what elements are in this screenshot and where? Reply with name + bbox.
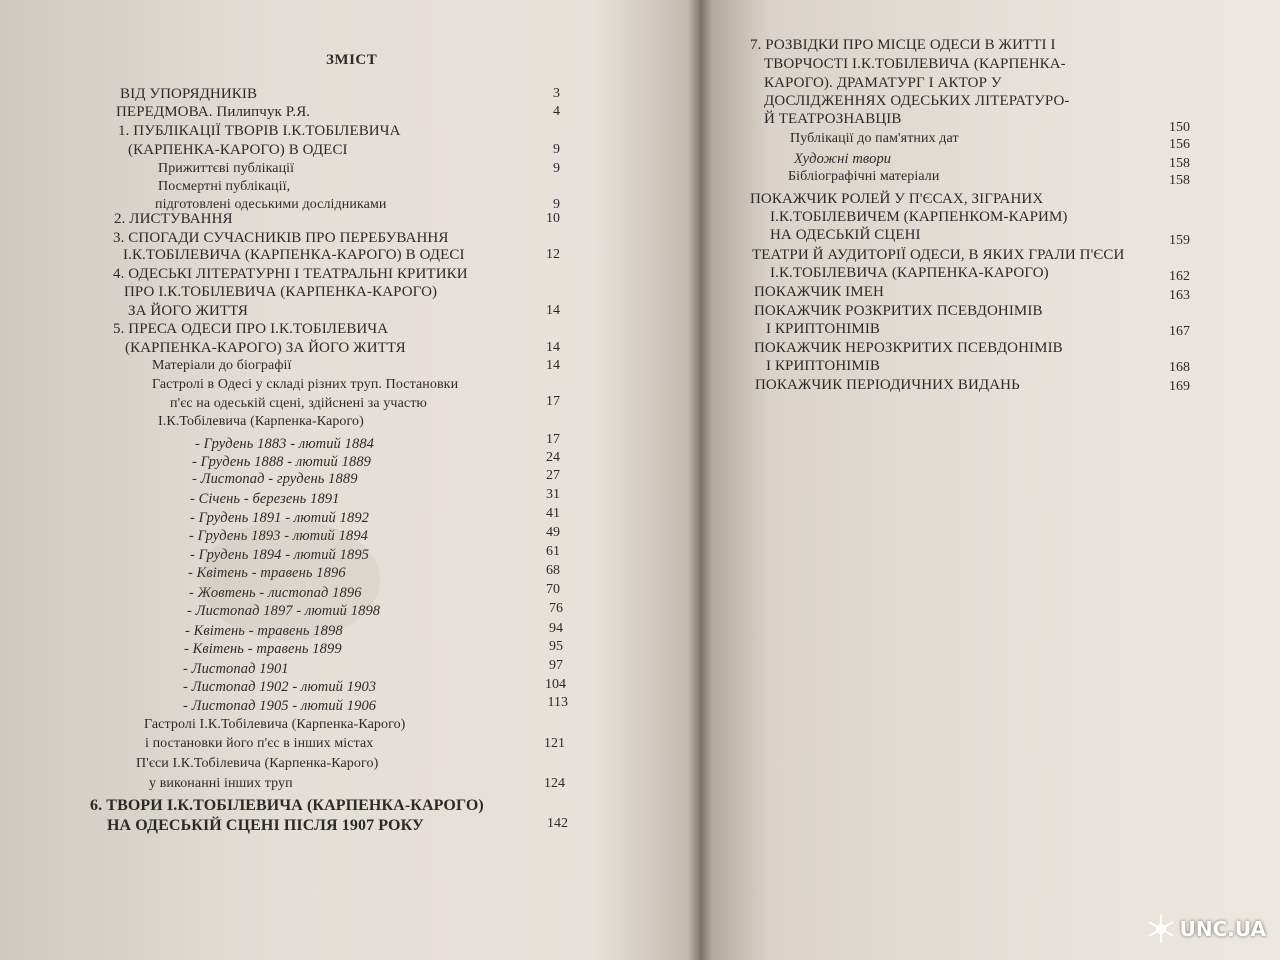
toc-entry: - Жовтень - листопад 1896 xyxy=(189,585,362,601)
watermark-text: UNC.UA xyxy=(1179,917,1266,941)
toc-entry: - Квітень - травень 1899 xyxy=(184,641,342,657)
toc-entry: ДОСЛІДЖЕННЯХ ОДЕСЬКИХ ЛІТЕРАТУРО- xyxy=(764,93,1070,109)
toc-entry: І КРИПТОНІМІВ xyxy=(766,321,881,337)
toc-page-number: 9 xyxy=(553,197,560,212)
toc-page-number: 97 xyxy=(549,658,563,673)
toc-entry: Гастролі І.К.Тобілевича (Карпенка-Карого) xyxy=(144,717,406,732)
toc-title: ЗМІСТ xyxy=(326,52,378,68)
toc-entry: ТВОРЧОСТІ І.К.ТОБІЛЕВИЧА (КАРПЕНКА- xyxy=(764,56,1066,72)
toc-entry: і постановки його п'єс в інших містах xyxy=(145,736,374,751)
toc-page-number: 167 xyxy=(1169,324,1190,339)
toc-entry: ЗА ЙОГО ЖИТТЯ xyxy=(128,303,248,319)
toc-page-number: 168 xyxy=(1169,360,1190,375)
toc-entry: - Грудень 1888 - лютий 1889 xyxy=(192,454,372,470)
toc-entry: ПОКАЖЧИК ІМЕН xyxy=(754,284,884,300)
toc-page-number: 14 xyxy=(546,358,560,373)
toc-entry: п'єс на одеській сцені, здійснені за участю xyxy=(170,396,427,411)
toc-page-number: 162 xyxy=(1169,269,1190,284)
toc-entry: - Грудень 1883 - лютий 1884 xyxy=(195,436,375,452)
toc-entry: Художні твори xyxy=(794,151,892,167)
toc-page-number: 113 xyxy=(547,695,568,710)
toc-entry: (КАРПЕНКА-КАРОГО) ЗА ЙОГО ЖИТТЯ xyxy=(125,340,406,356)
toc-page-number: 3 xyxy=(553,86,560,101)
toc-page-number: 158 xyxy=(1169,156,1190,171)
right-page xyxy=(700,0,1280,960)
watermark xyxy=(1146,914,1266,944)
toc-page-number: 76 xyxy=(549,601,563,616)
toc-entry: ПОКАЖЧИК ПЕРІОДИЧНИХ ВИДАНЬ xyxy=(755,377,1020,393)
toc-entry: НА ОДЕСЬКІЙ СЦЕНІ ПІСЛЯ 1907 РОКУ xyxy=(107,817,424,834)
toc-entry: ПОКАЖЧИК РОЛЕЙ У П'ЄСАХ, ЗІГРАНИХ xyxy=(750,191,1044,207)
toc-page-number: 41 xyxy=(546,506,560,521)
toc-entry: КАРОГО). ДРАМАТУРГ І АКТОР У xyxy=(764,75,1002,91)
toc-entry: - Квітень - травень 1896 xyxy=(188,565,346,581)
toc-page-number: 104 xyxy=(545,677,566,692)
toc-entry: - Січень - березень 1891 xyxy=(190,491,340,507)
toc-page-number: 156 xyxy=(1169,137,1190,152)
toc-page-number: 142 xyxy=(547,816,568,831)
toc-entry: - Листопад 1902 - лютий 1903 xyxy=(183,679,377,695)
toc-entry: - Квітень - травень 1898 xyxy=(185,623,343,639)
toc-entry: Посмертні публікації, xyxy=(158,179,291,194)
toc-entry: І.К.ТОБІЛЕВИЧА (КАРПЕНКА-КАРОГО) В ОДЕСІ xyxy=(123,247,465,263)
toc-entry: 4. ОДЕСЬКІ ЛІТЕРАТУРНІ І ТЕАТРАЛЬНІ КРИТИКИ xyxy=(113,266,468,282)
toc-page-number: 94 xyxy=(549,621,563,636)
toc-page-number: 121 xyxy=(544,736,565,751)
toc-page-number: 14 xyxy=(546,303,560,318)
snowflake-icon xyxy=(1146,914,1176,944)
toc-entry: ТЕАТРИ Й АУДИТОРІЇ ОДЕСИ, В ЯКИХ ГРАЛИ П'ЄСИ xyxy=(752,247,1125,263)
toc-entry: Прижиттєві публікації xyxy=(158,161,295,176)
toc-entry: - Листопад 1897 - лютий 1898 xyxy=(187,603,381,619)
toc-page-number: 158 xyxy=(1169,173,1190,188)
toc-entry: ПОКАЖЧИК РОЗКРИТИХ ПСЕВДОНІМІВ xyxy=(754,303,1043,319)
toc-page-number: 95 xyxy=(549,639,563,654)
toc-page-number: 169 xyxy=(1169,379,1190,394)
toc-page-number: 124 xyxy=(544,776,565,791)
toc-entry: ПОКАЖЧИК НЕРОЗКРИТИХ ПСЕВДОНІМІВ xyxy=(754,340,1063,356)
toc-entry: 2. ЛИСТУВАННЯ xyxy=(114,211,233,227)
toc-entry: - Листопад 1905 - лютий 1906 xyxy=(183,698,377,714)
book-gutter xyxy=(688,0,712,960)
toc-page-number: 17 xyxy=(546,432,560,447)
toc-entry: П'єси І.К.Тобілевича (Карпенка-Карого) xyxy=(136,756,379,771)
toc-entry: ПЕРЕДМОВА. Пилипчук Р.Я. xyxy=(116,104,311,120)
toc-entry: 7. РОЗВІДКИ ПРО МІСЦЕ ОДЕСИ В ЖИТТІ І xyxy=(750,37,1056,53)
toc-entry: - Грудень 1891 - лютий 1892 xyxy=(190,510,370,526)
toc-page-number: 12 xyxy=(546,247,560,262)
toc-entry: 1. ПУБЛІКАЦІЇ ТВОРІВ І.К.ТОБІЛЕВИЧА xyxy=(118,123,401,139)
toc-page-number: 70 xyxy=(546,582,560,597)
toc-entry: ПРО І.К.ТОБІЛЕВИЧА (КАРПЕНКА-КАРОГО) xyxy=(124,284,438,300)
toc-page-number: 163 xyxy=(1169,288,1190,303)
toc-entry: - Грудень 1893 - лютий 1894 xyxy=(189,528,369,544)
toc-entry: І.К.ТОБІЛЕВИЧА (КАРПЕНКА-КАРОГО) xyxy=(770,265,1049,281)
toc-page-number: 31 xyxy=(546,487,560,502)
toc-page-number: 14 xyxy=(546,340,560,355)
toc-entry: Матеріали до біографії xyxy=(152,358,292,373)
toc-entry: ВІД УПОРЯДНИКІВ xyxy=(120,86,258,102)
toc-entry: 6. ТВОРИ І.К.ТОБІЛЕВИЧА (КАРПЕНКА-КАРОГО) xyxy=(90,797,484,814)
toc-page-number: 27 xyxy=(546,468,560,483)
toc-entry: - Листопад 1901 xyxy=(183,661,289,677)
toc-entry: - Листопад - грудень 1889 xyxy=(192,471,358,487)
toc-entry: - Грудень 1894 - лютий 1895 xyxy=(190,547,370,563)
toc-entry: підготовлені одеськими дослідниками xyxy=(155,197,387,212)
toc-entry: (КАРПЕНКА-КАРОГО) В ОДЕСІ xyxy=(128,142,348,158)
toc-page-number: 9 xyxy=(553,161,560,176)
toc-page-number: 10 xyxy=(546,211,560,226)
toc-entry: І.К.Тобілевича (Карпенка-Карого) xyxy=(158,414,364,429)
toc-entry: Гастролі в Одесі у складі різних труп. Постановки xyxy=(152,377,459,392)
toc-page-number: 9 xyxy=(553,142,560,157)
toc-page-number: 61 xyxy=(546,544,560,559)
toc-entry: 3. СПОГАДИ СУЧАСНИКІВ ПРО ПЕРЕБУВАННЯ xyxy=(113,230,449,246)
toc-entry: Бібліографічні матеріали xyxy=(788,169,940,184)
toc-page-number: 68 xyxy=(546,563,560,578)
toc-entry: І КРИПТОНІМІВ xyxy=(766,358,881,374)
toc-page-number: 159 xyxy=(1169,233,1190,248)
toc-page-number: 4 xyxy=(553,104,560,119)
toc-page-number: 150 xyxy=(1169,120,1190,135)
toc-page-number: 24 xyxy=(546,450,560,465)
toc-page-number: 49 xyxy=(546,525,560,540)
toc-entry: Публікації до пам'ятних дат xyxy=(790,131,959,146)
toc-entry: у виконанні інших труп xyxy=(149,776,293,791)
toc-page-number: 17 xyxy=(546,394,560,409)
toc-entry: І.К.ТОБІЛЕВИЧЕМ (КАРПЕНКОМ-КАРИМ) xyxy=(770,209,1068,225)
toc-entry: Й ТЕАТРОЗНАВЦІВ xyxy=(764,111,902,127)
toc-entry: НА ОДЕСЬКІЙ СЦЕНІ xyxy=(770,227,921,243)
toc-entry: 5. ПРЕСА ОДЕСИ ПРО І.К.ТОБІЛЕВИЧА xyxy=(113,321,389,337)
